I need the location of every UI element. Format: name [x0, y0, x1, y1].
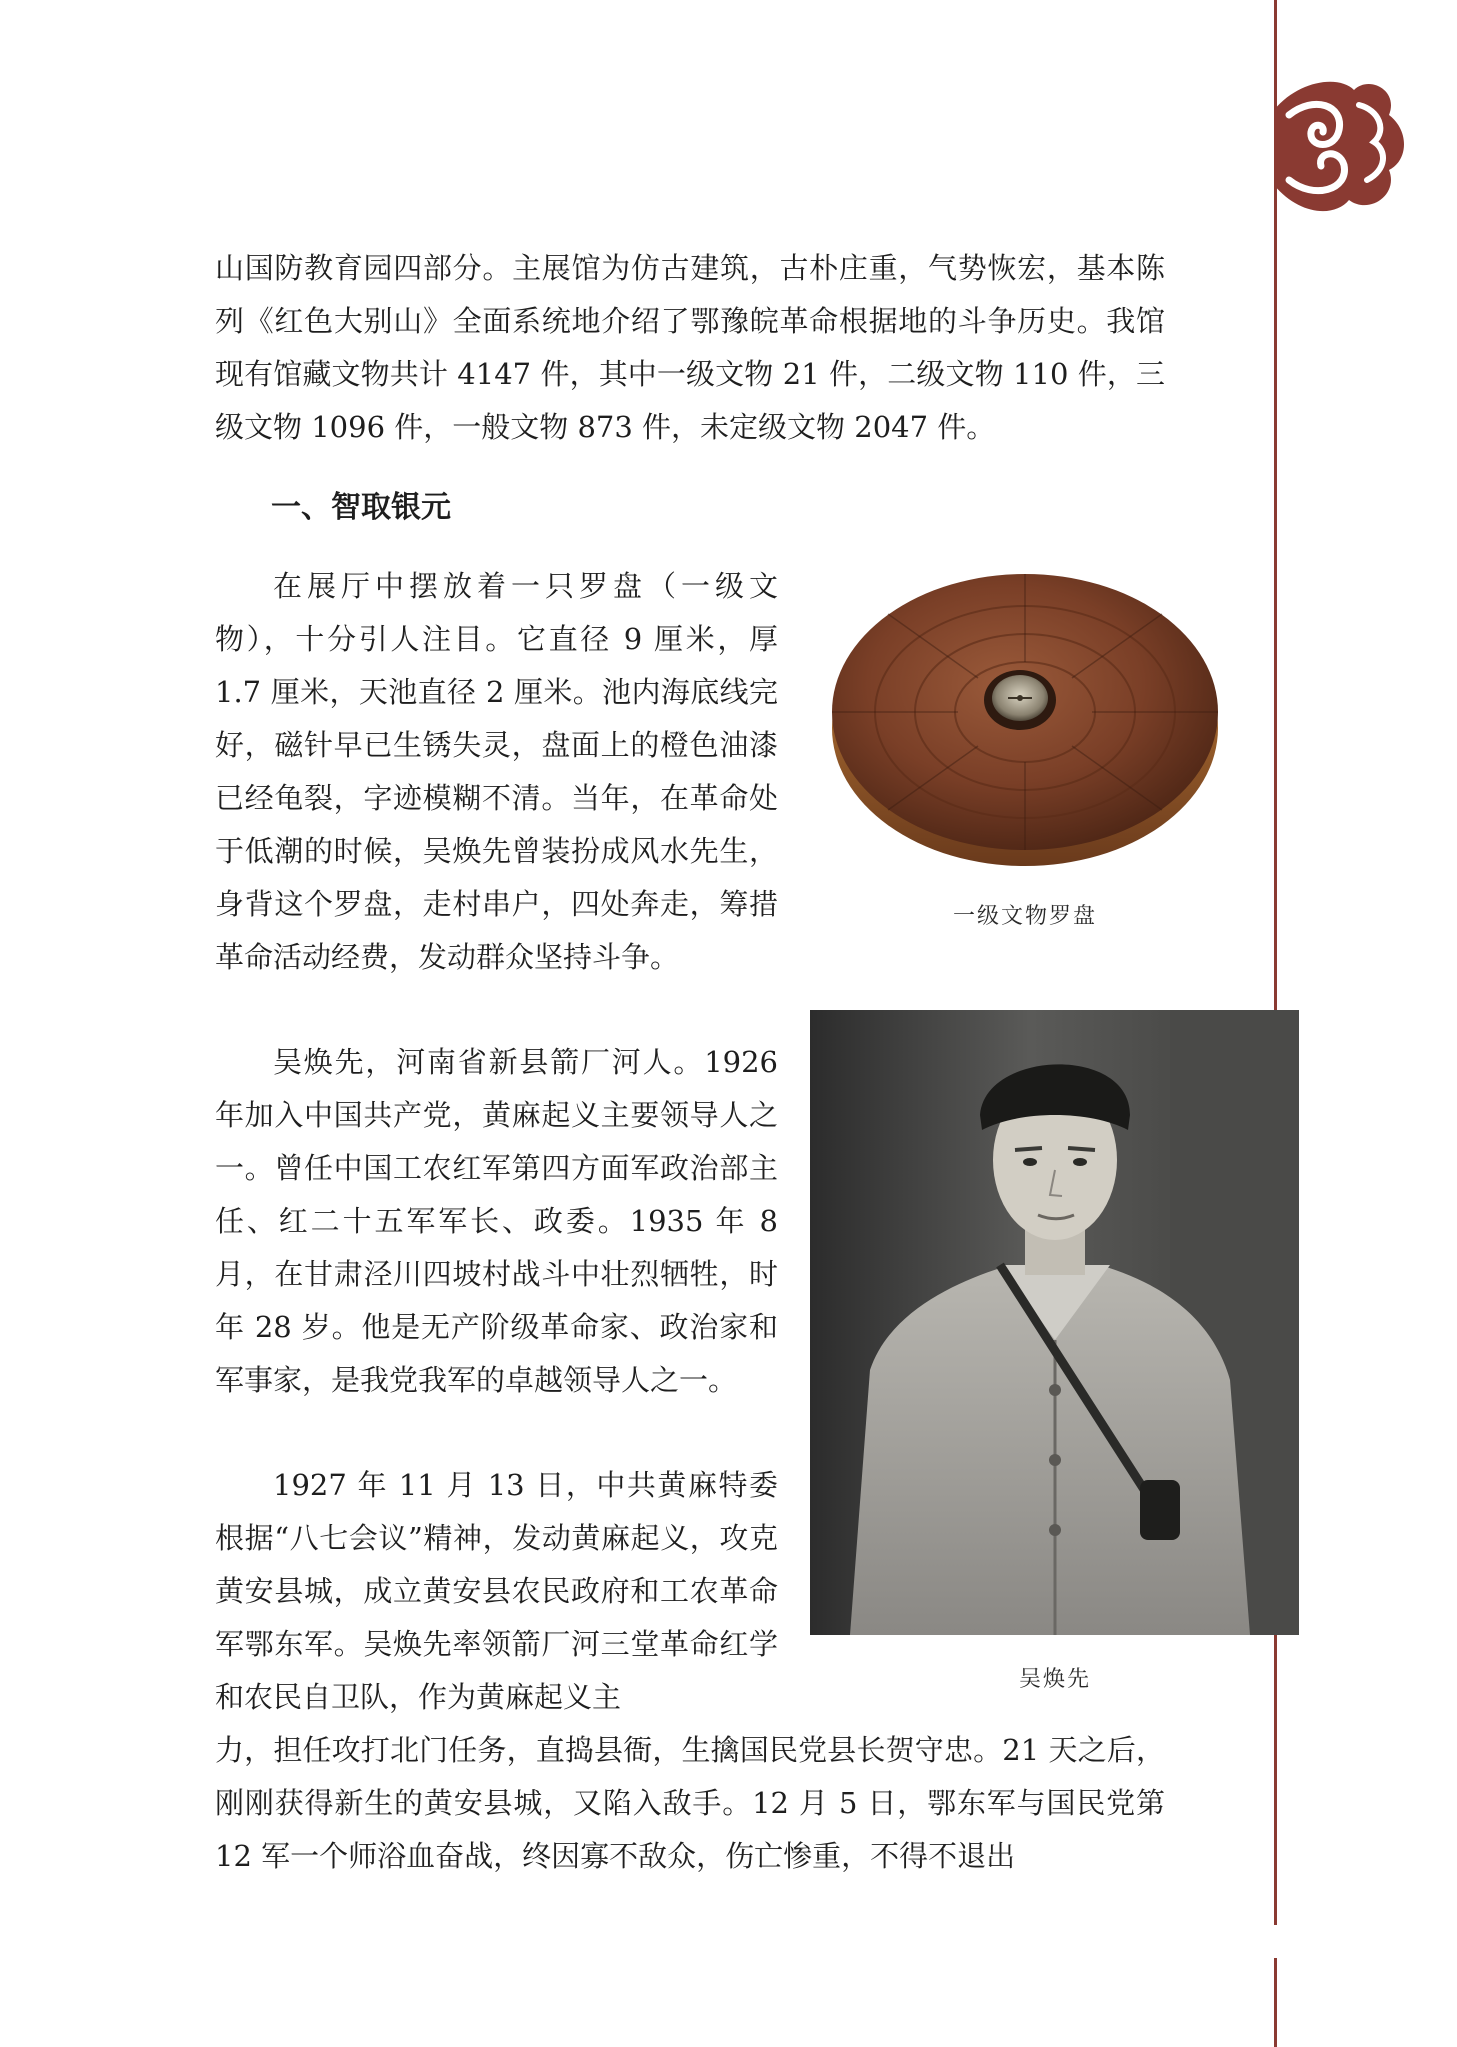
cloud-ornament-icon — [1259, 70, 1409, 220]
compass-artifact-image — [828, 552, 1222, 872]
paragraph-compass: 在展厅中摆放着一只罗盘（一级文物），十分引人注目。它直径 9 厘米，厚 1.7 厘米，天池直径 2 厘米。池内海底线完好，磁针早已生锈失灵，盘面上的橙色油漆已经龟裂，字迹模糊不清。当年，在革命处于低潮的时候，吴焕先曾装扮成风水先生，身背这个罗盘，走村串户，四处奔走，筹措革命活动经费，发动群众坚持斗争。 — [215, 569, 778, 974]
paragraph-uprising: 1927 年 11 月 13 日，中共黄麻特委根据“八七会议”精神，发动黄麻起义，攻克黄安县城，成立黄安县农民政府和工农革命军鄂东军。吴焕先率领箭厂河三堂革命红学和农民自卫队，作为黄麻起义主 — [215, 1468, 778, 1714]
paragraph-biography: 吴焕先，河南省新县箭厂河人。1926 年加入中国共产党，黄麻起义主要领导人之一。曾任中国工农红军第四方面军政治部主任、红二十五军军长、政委。1935 年 8 月，在甘肃泾川四坡村战斗中壮烈牺牲，时年 28 岁。他是无产阶级革命家、政治家和军事家，是我党我军的卓越领导人之一。 — [215, 1045, 778, 1397]
margin-rule-bottom — [1274, 1958, 1277, 2047]
intro-paragraph: 山国防教育园四部分。主展馆为仿古建筑，古朴庄重，气势恢宏，基本陈列《红色大别山》全面系统地介绍了鄂豫皖革命根据地的斗争历史。我馆现有馆藏文物共计 4147 件，其中一级文物 21 件，二级文物 110 件，三级文物 1096 件，一般文物 873 件，未定级文物 2047 件。 — [215, 251, 1165, 444]
compass-caption: 一级文物罗盘 — [952, 904, 1097, 929]
wu-huanxian-portrait-image — [810, 1010, 1299, 1635]
margin-rule-top — [1274, 0, 1277, 1925]
paragraph-uprising-continued: 力，担任攻打北门任务，直捣县衙，生擒国民党县长贺守忠。21 天之后，刚刚获得新生的黄安县城，又陷入敌手。12 月 5 日，鄂东军与国民党第 12 军一个师浴血奋战，终因寡不敌众，伤亡惨重，不得不退出 — [215, 1733, 1165, 1873]
section-heading: 一、智取银元 — [271, 490, 451, 525]
portrait-caption: 吴焕先 — [1018, 1667, 1091, 1692]
